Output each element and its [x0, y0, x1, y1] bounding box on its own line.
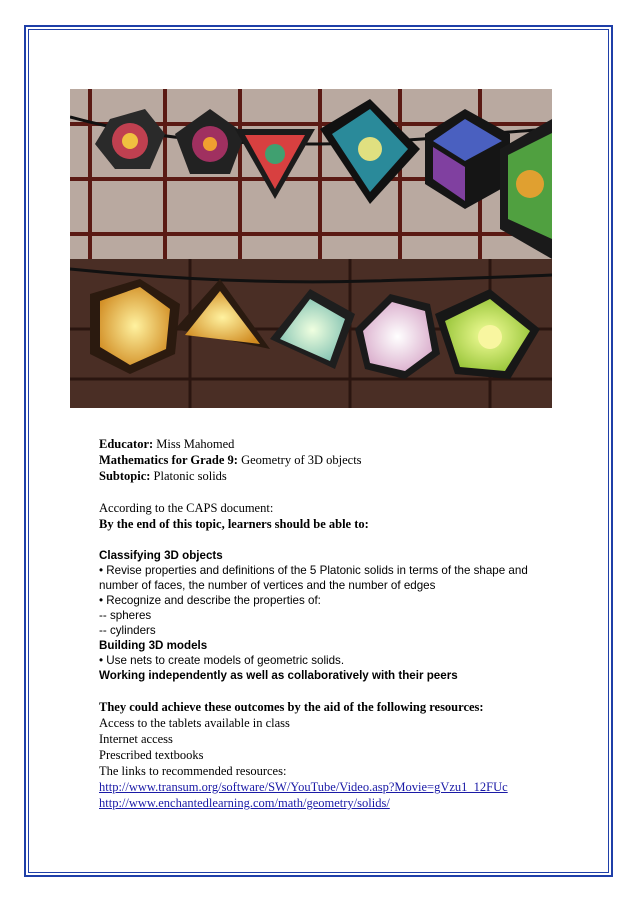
lanterns-photo [70, 89, 552, 408]
outcomes-heading: By the end of this topic, learners should be able to: [99, 517, 369, 531]
building-heading: Building 3D models [99, 639, 208, 652]
subtopic-line [99, 468, 559, 484]
outcome-item: • Recognize and describe the properties of: [99, 594, 321, 607]
resource-item: Prescribed textbooks [99, 748, 204, 762]
subject-label: Mathematics for Grade 9: [99, 453, 238, 467]
document-body [99, 436, 559, 811]
outcome-item: -- spheres [99, 609, 152, 622]
resource-item: The links to recommended resources: [99, 764, 287, 778]
outcome-item: • Use nets to create models of geometric solids. [99, 654, 345, 667]
educator-label: Educator: [99, 437, 154, 451]
resource-item: Access to the tablets available in class [99, 716, 290, 730]
enchanted-learning-link[interactable]: http://www.enchantedlearning.com/math/geometry/solids/ [99, 796, 390, 810]
outcomes-list [99, 548, 559, 683]
educator-value: Miss Mahomed [153, 437, 235, 451]
resources-heading: They could achieve these outcomes by the aid of the following resources: [99, 700, 484, 714]
subtopic-value: Platonic solids [150, 469, 227, 483]
caps-intro: According to the CAPS document: [99, 501, 274, 515]
educator-line [99, 436, 559, 452]
transum-video-link[interactable]: http://www.transum.org/software/SW/YouTube/Video.asp?Movie=gVzu1_12FUc [99, 780, 508, 794]
outcome-item: -- cylinders [99, 624, 156, 637]
resource-item: Internet access [99, 732, 173, 746]
outcome-item: • Revise properties and definitions of the 5 Platonic solids in terms of the shape and number of faces, the number of vertices and the number of edges [99, 564, 528, 592]
subtopic-label: Subtopic: [99, 469, 151, 483]
subject-value: Geometry of 3D objects [237, 453, 362, 467]
subject-line [99, 452, 559, 468]
classifying-heading: Classifying 3D objects [99, 549, 223, 562]
working-statement: Working independently as well as collaboratively with their peers [99, 669, 458, 682]
platonic-solid-lanterns-icon [70, 89, 552, 408]
